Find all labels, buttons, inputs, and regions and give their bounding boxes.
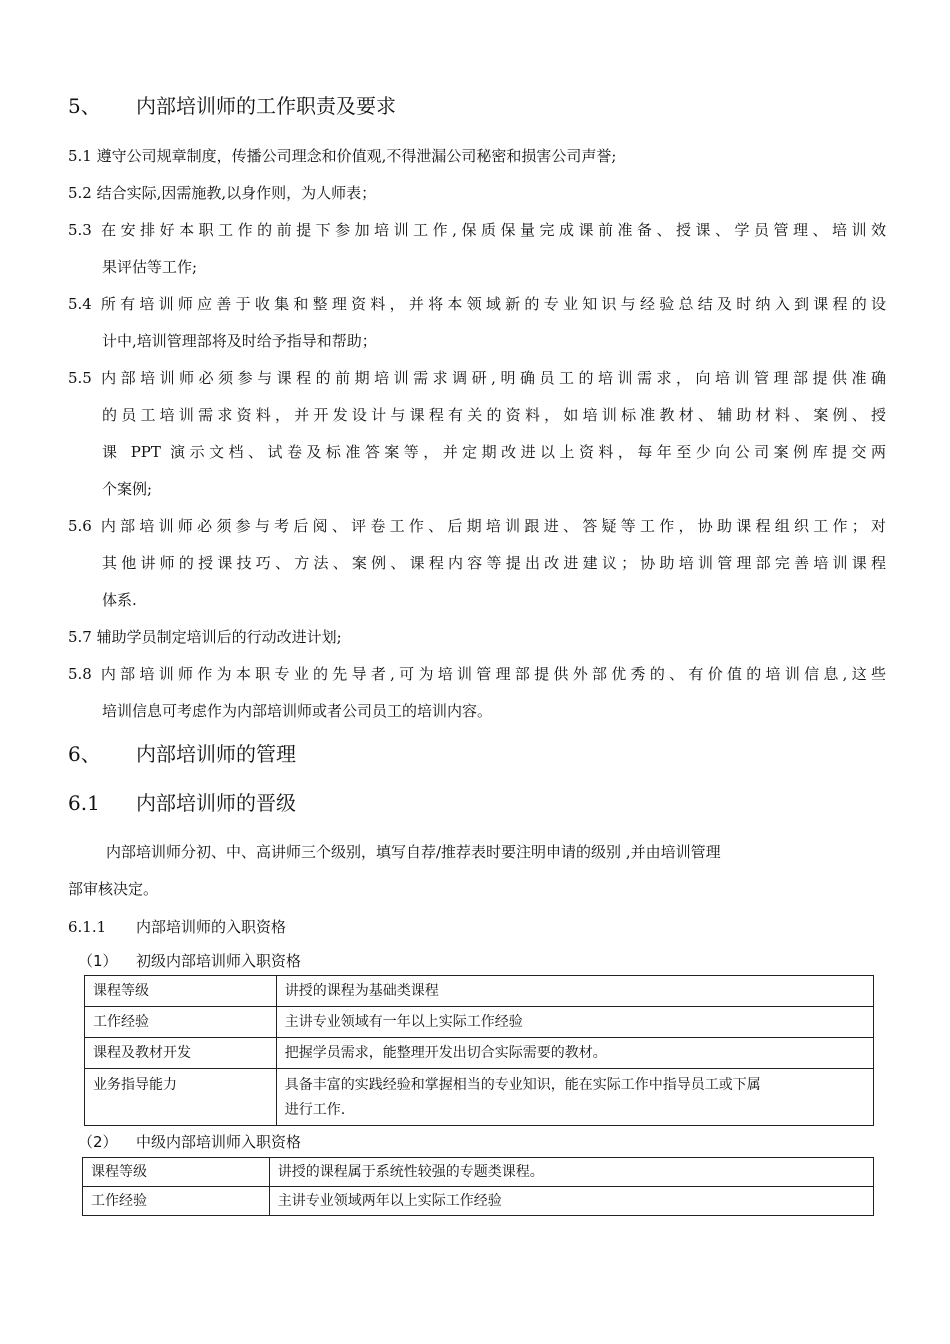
section-6-heading [68,742,296,766]
table-2 [82,1157,874,1216]
paragraph-line: 内部培训师分初、中、高讲师三个级别，填写自荐/推荐表时要注明申请的级别 ,并由培训管理 [106,843,721,861]
section-6-1-1-title: 内部培训师的入职资格 [136,918,287,936]
list-item [68,286,886,360]
table-1 [84,975,874,1126]
table-cell-value: 主讲专业领域两年以上实际工作经验 [269,1187,873,1216]
list-item [68,212,886,286]
list-item-line: 5.5 内部培训师必须参与课程的前期培训需求调研,明确员工的培训需求，向培训管理部提供准确 [68,369,886,387]
list-item-line: 培训信息可考虑作为内部培训师或者公司员工的培训内容。 [102,702,493,720]
section-6-1-1-heading [68,917,286,937]
table-2-caption-number: （2） [78,1133,118,1151]
list-item [68,619,886,656]
table-cell-value [276,1069,873,1126]
list-item-line: 5.3 在安排好本职工作的前提下参加培训工作,保质保量完成课前准备、授课、学员管理、培训效 [68,221,886,239]
table-1-caption-number: （1） [78,952,118,970]
list-item [68,175,886,212]
table-cell-label: 课程等级 [83,1158,270,1187]
table-cell-label: 工作经验 [85,1007,277,1038]
section-6-title: 内部培训师的管理 [136,742,296,766]
list-item-line: 果评估等工作; [102,258,198,276]
list-item-line: 5.8 内部培训师作为本职专业的先导者,可为培训管理部提供外部优秀的、有价值的培训信息,这些 [68,665,886,683]
table-1-caption [78,951,301,971]
list-item-line: 5.7 辅助学员制定培训后的行动改进计划; [68,628,342,646]
table-cell-label: 课程等级 [85,976,277,1007]
list-item-line: 其他讲师的授课技巧、方法、案例、课程内容等提出改进建议；协助培训管理部完善培训课程 [102,554,886,572]
list-item-line: 5.1 遵守公司规章制度，传播公司理念和价值观,不得泄漏公司秘密和损害公司声誉; [68,147,617,165]
list-item-line: 课 PPT 演示文档、试卷及标准答案等，并定期改进以上资料，每年至少向公司案例库提交两 [102,443,886,461]
paragraph-line: 部审核决定。 [68,880,159,898]
section-5-number: 5、 [68,94,101,118]
list-item-line: 5.4 所有培训师应善于收集和整理资料，并将本领域新的专业知识与经验总结及时纳入到课程的设 [68,295,886,313]
list-item [68,656,886,730]
table-row [83,1187,874,1216]
list-item-line: 的员工培训需求资料，并开发设计与课程有关的资料，如培训标准教材、辅助材料、案例、授 [102,406,886,424]
table-1-caption-text: 初级内部培训师入职资格 [136,952,302,970]
list-item-line: 5.6 内部培训师必须参与考后阅、评卷工作、后期培训跟进、答疑等工作，协助课程组织工作；对 [68,517,886,535]
section-6-number: 6、 [68,742,101,766]
table-cell-label: 业务指导能力 [85,1069,277,1126]
table-cell-label: 课程及教材开发 [85,1038,277,1069]
list-item-line: 体系. [102,591,137,609]
section-6-1-heading [68,791,296,815]
table-row [85,1007,874,1038]
list-item [68,508,886,619]
table-row [85,1038,874,1069]
list-item-line: 5.2 结合实际,因需施教,以身作则，为人师表； [68,184,377,202]
table-2-caption [78,1132,301,1152]
table-cell-line: 具备丰富的实践经验和掌握相当的专业知识，能在实际工作中指导员工或下属 [284,1077,761,1093]
section-5-heading [68,94,396,118]
table-2-caption-text: 中级内部培训师入职资格 [136,1133,302,1151]
table-row [85,1069,874,1126]
section-6-1-paragraph [68,834,886,908]
list-item [68,138,886,175]
section-6-1-title: 内部培训师的晋级 [136,791,296,815]
section-6-1-number: 6.1 [68,791,100,815]
section-5-title: 内部培训师的工作职责及要求 [136,94,396,118]
table-row [83,1158,874,1187]
table-cell-label: 工作经验 [83,1187,270,1216]
table-cell-value: 讲授的课程为基础类课程 [276,976,873,1007]
table-cell-value: 讲授的课程属于系统性较强的专题类课程。 [269,1158,873,1187]
table-row [85,976,874,1007]
section-6-1-1-number: 6.1.1 [68,918,107,936]
table-cell-value: 主讲专业领域有一年以上实际工作经验 [276,1007,873,1038]
list-item [68,360,886,508]
list-item-line: 个案例; [102,480,153,498]
table-cell-line: 进行工作. [284,1102,346,1118]
table-cell-value: 把握学员需求，能整理开发出切合实际需要的教材。 [276,1038,873,1069]
list-item-line: 计中,培训管理部将及时给予指导和帮助； [102,332,377,350]
